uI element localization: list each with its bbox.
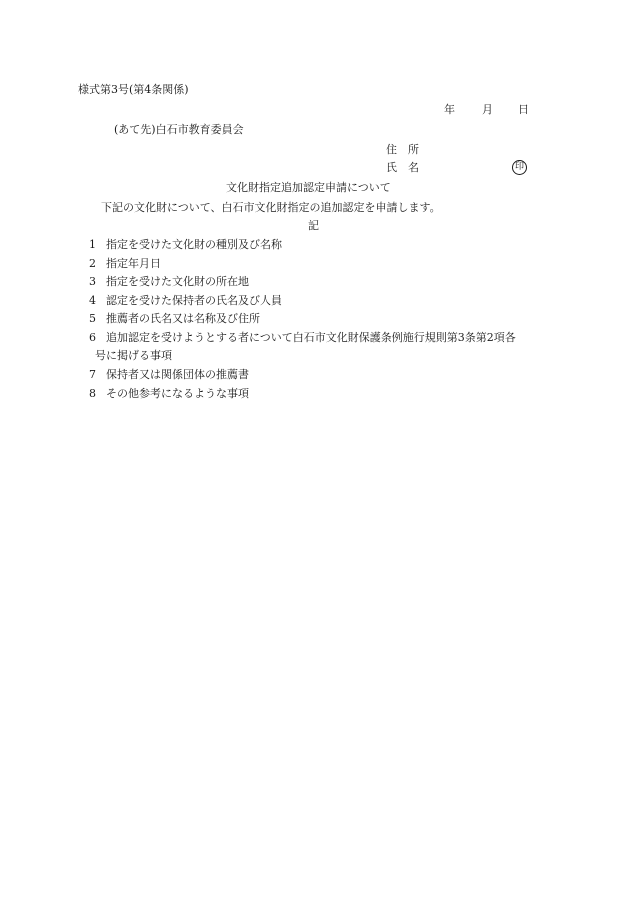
record-heading: 記 [308, 219, 319, 232]
item-text: その他参考になるような事項 [106, 387, 249, 400]
name-label-char-2: 名 [408, 161, 419, 174]
item-number: 5 [89, 312, 96, 325]
document-title: 文化財指定追加認定申請について [226, 181, 391, 194]
item-text: 指定を受けた文化財の種別及び名称 [106, 238, 282, 251]
list-item [89, 312, 549, 326]
address-label-char-2: 所 [408, 143, 419, 156]
date-month-label: 月 [482, 103, 493, 116]
list-item [89, 238, 549, 252]
list-item [89, 387, 549, 401]
list-item [89, 368, 549, 382]
addressee: (あて先)白石市教育委員会 [114, 123, 244, 136]
seal-mark: 印 [512, 160, 527, 175]
item-text: 認定を受けた保持者の氏名及び人員 [106, 294, 282, 307]
item-number: 3 [89, 275, 96, 288]
name-label-char-1: 氏 [386, 161, 397, 174]
list-item [89, 257, 549, 271]
item-continuation: 号に掲げる事項 [95, 349, 172, 362]
list-item [89, 294, 549, 308]
intro-text: 下記の文化財について、白石市文化財指定の追加認定を申請します。 [101, 201, 441, 214]
item-text: 指定年月日 [106, 257, 161, 270]
date-year-label: 年 [444, 103, 455, 116]
address-label [386, 143, 446, 157]
name-label [386, 161, 446, 175]
item-number: 2 [89, 257, 96, 270]
date-line [444, 103, 534, 117]
date-day-label: 日 [518, 103, 529, 116]
item-text: 推薦者の氏名又は名称及び住所 [106, 312, 260, 325]
item-number: 8 [89, 387, 96, 400]
item-number: 1 [89, 238, 96, 251]
item-text: 指定を受けた文化財の所在地 [106, 275, 249, 288]
item-number: 6 [89, 331, 96, 344]
list-item [89, 331, 559, 345]
item-text: 追加認定を受けようとする者について白石市文化財保護条例施行規則第3条第2項各 [106, 331, 516, 344]
item-text: 保持者又は関係団体の推薦書 [106, 368, 249, 381]
form-number: 様式第3号(第4条関係) [78, 83, 189, 96]
item-number: 7 [89, 368, 96, 381]
address-label-char-1: 住 [386, 143, 397, 156]
item-number: 4 [89, 294, 96, 307]
list-item [89, 275, 549, 289]
